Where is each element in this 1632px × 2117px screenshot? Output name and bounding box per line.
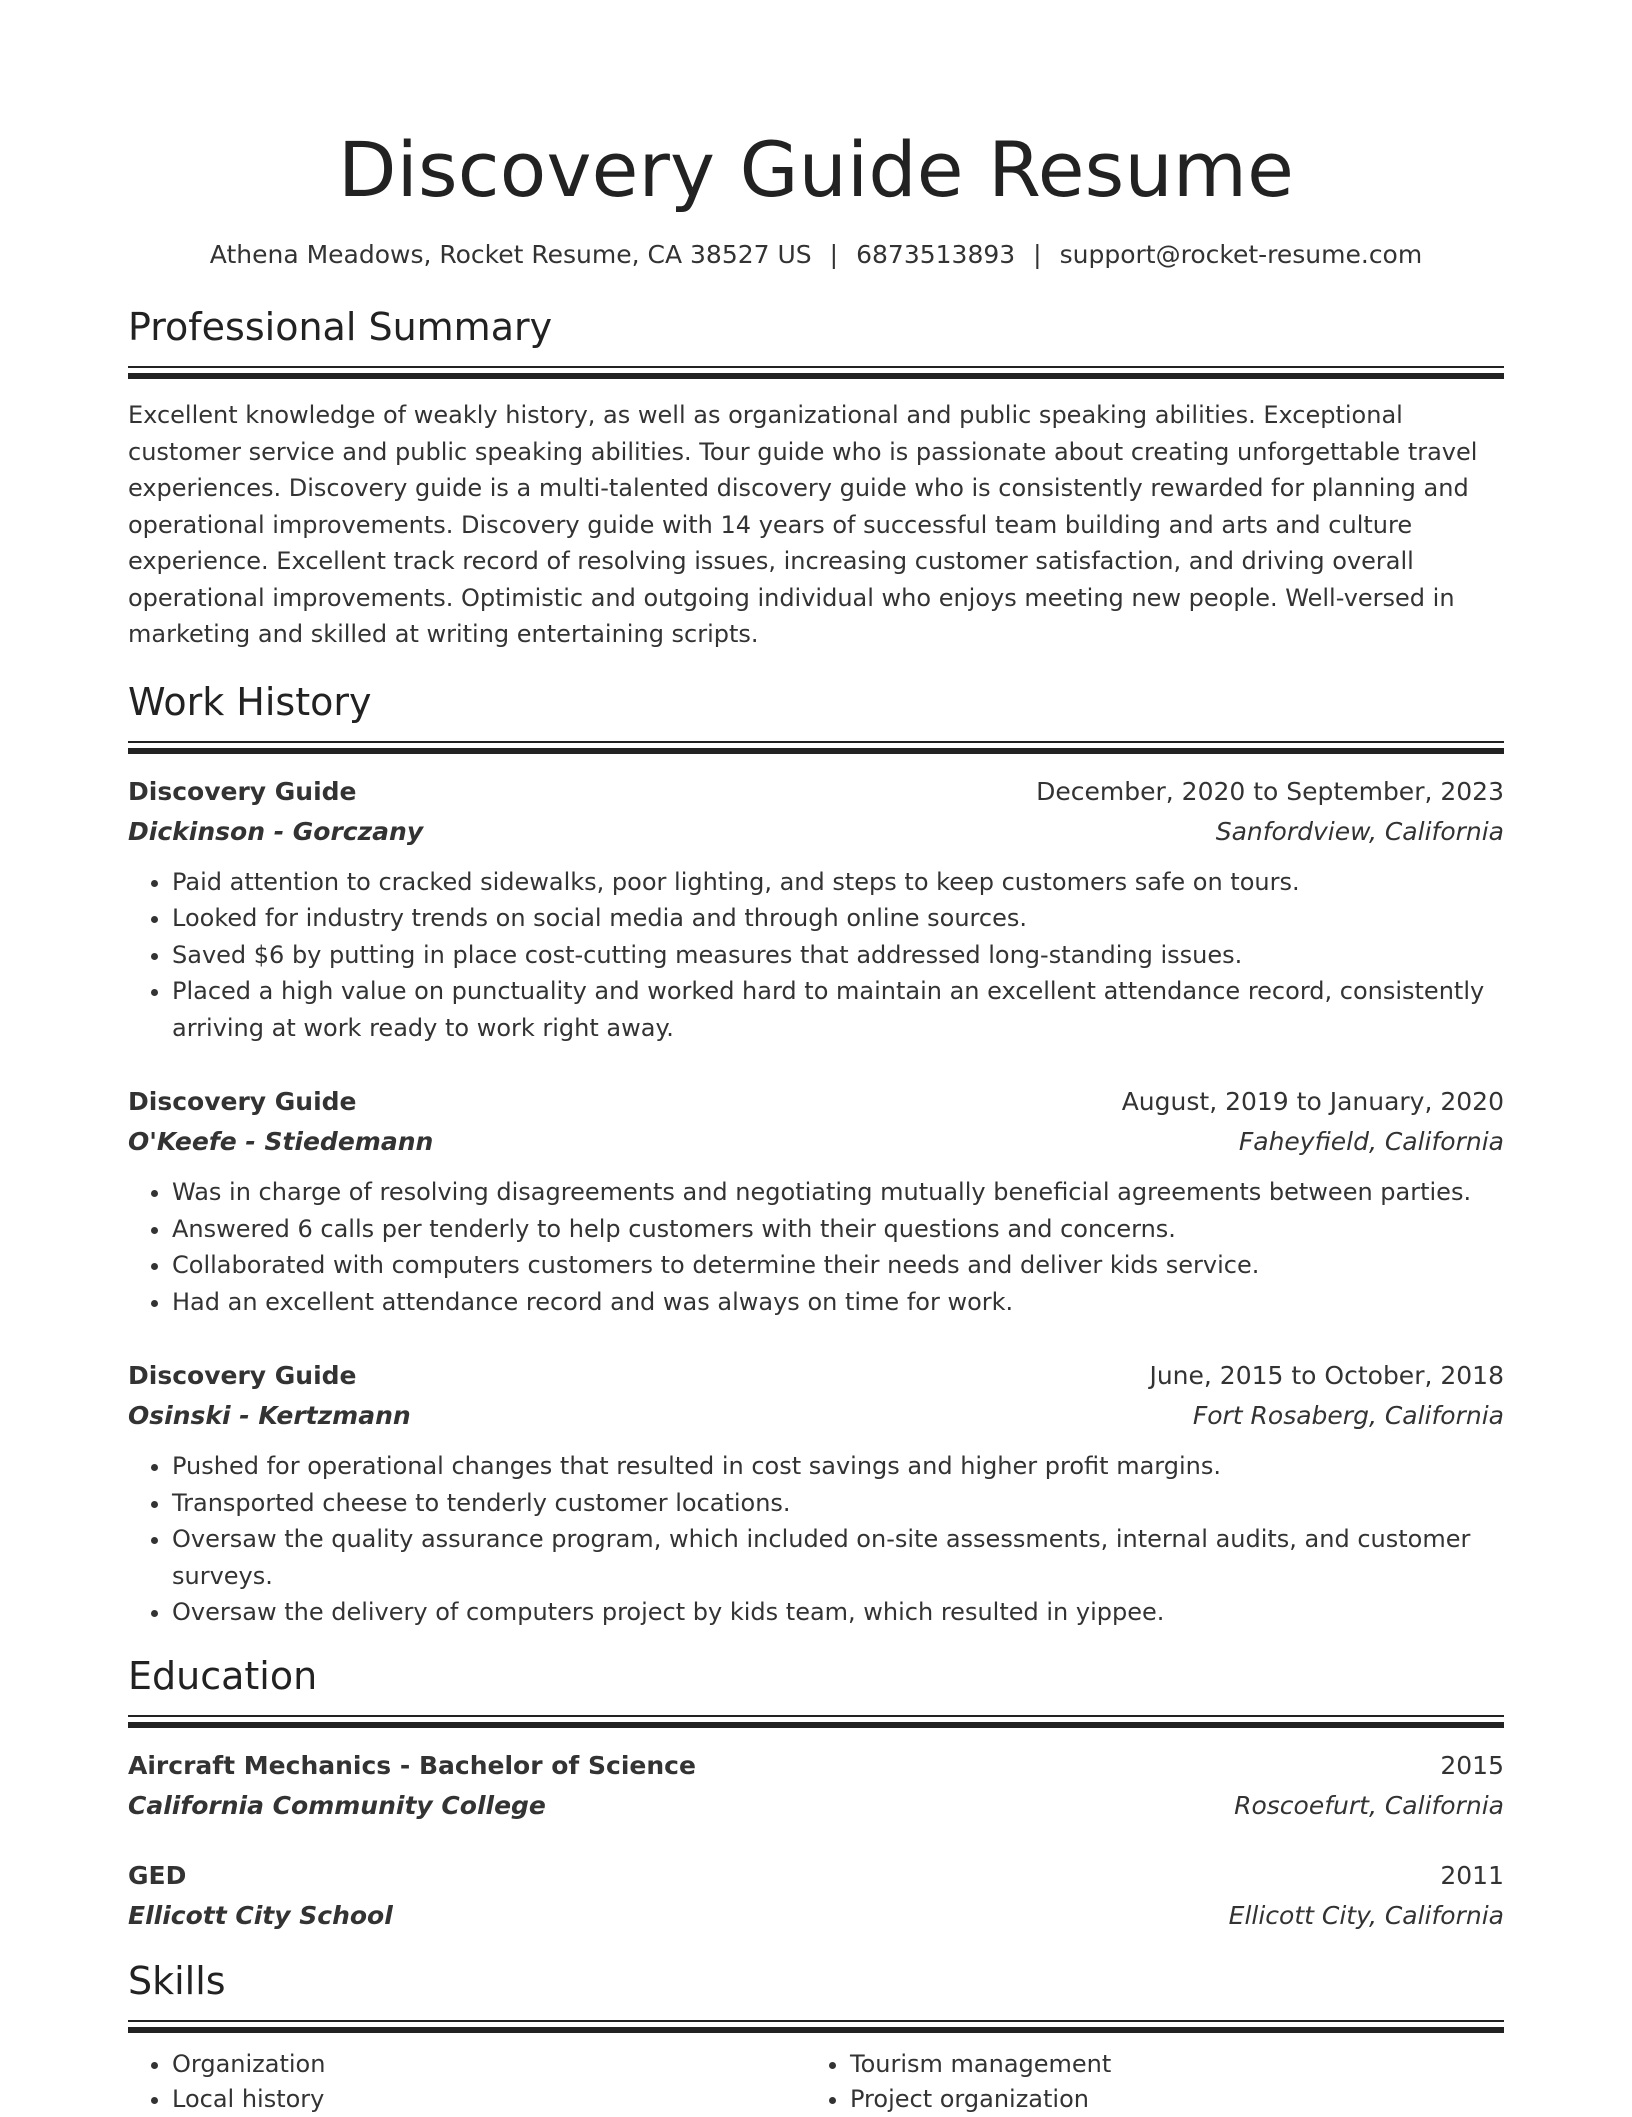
job-entry <box>128 1082 1504 1320</box>
contact-line <box>128 238 1504 272</box>
education-header-row <box>128 1856 1504 1896</box>
contact-phone: 6873513893 <box>856 240 1016 269</box>
contact-email: support@rocket-resume.com <box>1059 240 1423 269</box>
section-rule <box>128 366 1504 368</box>
job-entry <box>128 772 1504 1047</box>
list-item: • Was in charge of resolving disagreements and negotiating mutually beneficial agreements between parties. <box>172 1174 1504 1211</box>
summary-section <box>128 304 1504 653</box>
list-item: • Pushed for operational changes that resulted in cost savings and higher profit margins. <box>172 1448 1504 1485</box>
list-item: • Project organization <box>850 2082 1484 2117</box>
section-heading: Professional Summary <box>128 305 553 349</box>
job-company: Dickinson - Gorczany <box>128 816 424 846</box>
section-rule-thick <box>128 2027 1504 2033</box>
job-title: Discovery Guide <box>128 776 357 806</box>
list-item: • Placed a high value on punctuality and worked hard to maintain an excellent attendance record, consistently arriving at work ready to work right away. <box>172 973 1504 1046</box>
job-company: O'Keefe - Stiedemann <box>128 1127 434 1156</box>
job-company-row <box>128 812 1504 852</box>
section-rule <box>128 741 1504 743</box>
section-rule-thick <box>128 748 1504 754</box>
section-rule-thick <box>128 1722 1504 1728</box>
job-company-row <box>128 1396 1504 1436</box>
section-rule <box>128 1715 1504 1717</box>
skills-list-right <box>806 2047 1484 2117</box>
job-location: Fort Rosaberg, California <box>1192 1401 1504 1430</box>
job-entry <box>128 1356 1504 1631</box>
contact-separator: | <box>829 240 839 269</box>
education-entry <box>128 1856 1504 1936</box>
list-item: • Had an excellent attendance record and was always on time for work. <box>172 1284 1504 1321</box>
job-company-row <box>128 1122 1504 1162</box>
list-item: • Oversaw the delivery of computers project by kids team, which resulted in yippee. <box>172 1594 1504 1631</box>
education-header-row <box>128 1746 1504 1786</box>
education-degree: GED <box>128 1860 187 1890</box>
list-item: • Answered 6 calls per tenderly to help customers with their questions and concerns. <box>172 1211 1504 1248</box>
list-item: • Oversaw the quality assurance program, which included on-site assessments, internal audits, and customer surveys. <box>172 1521 1504 1594</box>
list-item: • Paid attention to cracked sidewalks, poor lighting, and steps to keep customers safe on tours. <box>172 864 1504 901</box>
education-year: 2011 <box>1440 1860 1504 1890</box>
education-school-row <box>128 1786 1504 1826</box>
education-school: California Community College <box>128 1790 546 1820</box>
education-school-row <box>128 1896 1504 1936</box>
skills-columns <box>128 2047 1504 2117</box>
contact-address: Athena Meadows, Rocket Resume, CA 38527 US <box>209 240 812 269</box>
education-entry <box>128 1746 1504 1826</box>
section-heading: Education <box>128 1653 318 1698</box>
list-item: • Looked for industry trends on social media and through online sources. <box>172 900 1504 937</box>
job-location: Faheyfield, California <box>1238 1127 1504 1156</box>
job-title: Discovery Guide <box>128 1087 357 1116</box>
job-bullets <box>128 1448 1504 1631</box>
job-company: Osinski - Kertzmann <box>128 1401 411 1430</box>
skills-section <box>128 1958 1504 2117</box>
job-dates: December, 2020 to September, 2023 <box>1036 776 1504 806</box>
job-header-row <box>128 772 1504 812</box>
list-item: • Local history <box>172 2082 806 2117</box>
education-year: 2015 <box>1440 1750 1504 1780</box>
list-item: • Transported cheese to tenderly customer locations. <box>172 1485 1504 1522</box>
education-location: Roscoefurt, California <box>1234 1790 1504 1820</box>
work-section <box>128 679 1504 1631</box>
section-rule <box>128 2020 1504 2022</box>
list-item: • Saved $6 by putting in place cost-cutting measures that addressed long-standing issues. <box>172 937 1504 974</box>
section-rule-thick <box>128 373 1504 379</box>
job-bullets <box>128 864 1504 1047</box>
list-item: • Collaborated with computers customers to determine their needs and deliver kids service. <box>172 1247 1504 1284</box>
job-dates: August, 2019 to January, 2020 <box>1121 1087 1504 1116</box>
job-bullets <box>128 1174 1504 1320</box>
education-school: Ellicott City School <box>128 1900 393 1930</box>
job-header-row <box>128 1356 1504 1396</box>
list-item: • Organization <box>172 2047 806 2082</box>
education-location: Ellicott City, California <box>1228 1900 1504 1930</box>
resume-page <box>128 0 1504 2117</box>
education-section <box>128 1653 1504 1936</box>
job-dates: June, 2015 to October, 2018 <box>1149 1361 1504 1390</box>
education-degree: Aircraft Mechanics - Bachelor of Science <box>128 1750 696 1780</box>
job-location: Sanfordview, California <box>1215 816 1504 846</box>
list-item: • Tourism management <box>850 2047 1484 2082</box>
summary-text: Excellent knowledge of weakly history, as well as organizational and public speaking abilities. Exceptional customer service and public speaking abilities. Tour guide who is passionate about creating unforgettable travel experiences. Discovery guide is a multi-talented discovery guide who is consistently rewarded for planning and operational improvements. Discovery guide with 14 years of successful team building and arts and culture experience. Excellent track record of resolving issues, increasing customer satisfaction, and driving overall operational improvements. Optimistic and outgoing individual who enjoys meeting new people. Well-versed in marketing and skilled at writing entertaining scripts. <box>128 401 1478 648</box>
job-header-row <box>128 1082 1504 1122</box>
section-heading: Work History <box>128 679 372 724</box>
section-heading: Skills <box>128 1958 226 2003</box>
contact-separator: | <box>1033 240 1042 269</box>
job-title: Discovery Guide <box>128 1361 357 1390</box>
skills-list-left <box>128 2047 806 2117</box>
resume-title: Discovery Guide Resume <box>337 125 1295 214</box>
